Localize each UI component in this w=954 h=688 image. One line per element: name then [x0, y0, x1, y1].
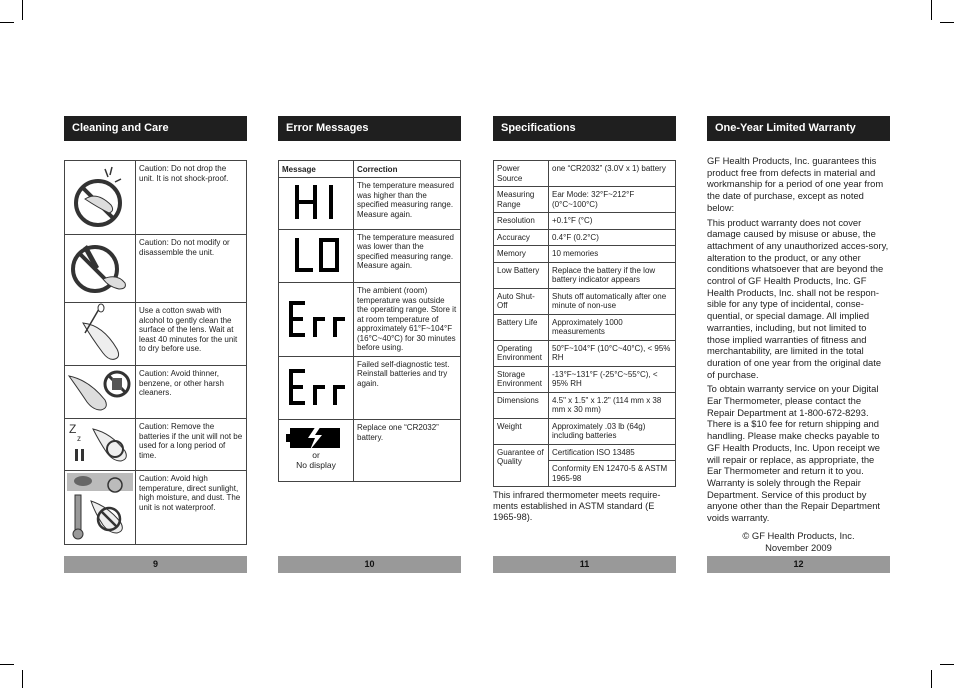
column-header-correction: Correction	[354, 161, 461, 178]
crop-mark	[0, 664, 14, 665]
copyright: © GF Health Products, Inc.	[742, 529, 855, 541]
care-table	[64, 160, 247, 545]
lcd-err-icon	[279, 357, 353, 417]
remove-batteries-icon	[65, 419, 136, 471]
no-display-label: No display	[296, 460, 336, 470]
care-row	[65, 471, 247, 545]
spec-value: 4.5" x 1.5" x 1.2" (114 mm x 38 mm x 30 mm)	[549, 392, 676, 418]
column-header-message: Message	[279, 161, 354, 178]
display-err	[279, 283, 354, 357]
no-harsh-cleaners-icon	[65, 366, 136, 419]
display-lo	[279, 229, 354, 283]
error-table	[278, 160, 461, 482]
svg-text:z: z	[77, 434, 81, 443]
or-label: or	[312, 450, 320, 460]
care-row	[65, 161, 247, 235]
lcd-hi-icon	[279, 178, 353, 226]
spec-value: Replace the battery if the low battery indicator appears	[549, 262, 676, 288]
error-row	[279, 178, 461, 230]
spec-label: Operating Environment	[494, 340, 549, 366]
care-text: Caution: Do not drop the unit. It is not shock-proof.	[136, 161, 247, 235]
error-correction: Failed self-diagnostic test. Reinstall batteries and try again.	[354, 356, 461, 420]
spec-value: 10 memories	[549, 246, 676, 263]
page-number: 11	[493, 556, 676, 573]
spec-label: Storage Environment	[494, 366, 549, 392]
care-row	[65, 235, 247, 303]
page-warranty	[707, 116, 890, 554]
avoid-environment-icon	[65, 471, 136, 545]
crop-mark	[940, 22, 954, 23]
care-text: Caution: Do not modify or disassemble the unit.	[136, 235, 247, 303]
spec-label: Accuracy	[494, 229, 549, 246]
crop-mark	[940, 664, 954, 665]
lcd-lo-icon	[279, 230, 353, 280]
cotton-swab-icon	[65, 303, 136, 366]
spec-value: 0.4°F (0.2°C)	[549, 229, 676, 246]
spec-label: Auto Shut-Off	[494, 288, 549, 314]
crop-mark	[931, 0, 932, 20]
spec-note: This infrared thermometer meets require-ments established in ASTM standard (E 1965-98).	[493, 490, 661, 522]
spec-value: Conformity EN 12470-5 & ASTM 1965-98	[549, 461, 676, 487]
spec-label: Weight	[494, 418, 549, 444]
publish-date: November 2009	[765, 541, 832, 553]
warranty-paragraph: GF Health Products, Inc. guarantees this product free from defects in material and workmanship for a period of one year from the date of purchase, except as noted below:	[707, 155, 884, 213]
care-text: Caution: Avoid thinner, benzene, or other harsh cleaners.	[136, 366, 247, 419]
display-battery	[279, 420, 354, 482]
crop-mark	[22, 670, 23, 688]
spec-value: Approximately .03 lb (64g) including batteries	[549, 418, 676, 444]
drop-prohibited-icon	[65, 161, 136, 235]
care-text: Use a cotton swab with alcohol to gently clean the surface of the lens. Wait at least 40 minutes for the unit to dry before use.	[136, 303, 247, 366]
page-number: 9	[64, 556, 247, 573]
crop-mark	[22, 0, 23, 20]
section-title: One-Year Limited Warranty	[707, 116, 890, 141]
error-row	[279, 420, 461, 482]
spec-value: Certification ISO 13485	[549, 444, 676, 461]
page-cleaning-and-care	[64, 116, 247, 545]
page-number: 12	[707, 556, 890, 573]
spec-value: Shuts off automatically after one minute of non-use	[549, 288, 676, 314]
disassemble-prohibited-icon	[65, 235, 136, 303]
svg-text:Z: Z	[69, 422, 77, 436]
spec-label: Guarantee of Quality	[494, 444, 549, 487]
spec-value: Approximately 1000 measurements	[549, 314, 676, 340]
spec-value: Ear Mode: 32°F~212°F (0°C~100°C)	[549, 187, 676, 213]
spec-value: 50°F~104°F (10°C~40°C), < 95% RH	[549, 340, 676, 366]
care-row	[65, 419, 247, 471]
display-hi	[279, 178, 354, 230]
page-number: 10	[278, 556, 461, 573]
error-row	[279, 229, 461, 283]
spec-label: Power Source	[494, 161, 549, 187]
error-correction: The temperature measured was higher than the specified measuring range. Measure again.	[354, 178, 461, 230]
crop-mark	[0, 22, 14, 23]
spec-label: Low Battery	[494, 262, 549, 288]
warranty-paragraph: This product warranty does not cover damage caused by misuse or abuse, the attachment of any unauthorized acces-sory, alteration to the product, or any other conditions whatsoever that are beyond the control of GF Health Products, Inc. GF Health Products, Inc. shall not be respon-sible for any type of incidental, conse-quential, or special damage. All implied warranties, including, but not limited to those implied warranties of fitness and merchantability, are limited in the total duration of one year from the original date of purchase.	[707, 216, 889, 380]
error-row	[279, 356, 461, 420]
section-title: Error Messages	[278, 116, 461, 141]
care-row	[65, 366, 247, 419]
spec-value: -13°F~131°F (-25°C~55°C), < 95% RH	[549, 366, 676, 392]
spec-label: Resolution	[494, 213, 549, 230]
care-text: Caution: Remove the batteries if the unit will not be used for a long period of time.	[136, 419, 247, 471]
section-title: Cleaning and Care	[64, 116, 247, 141]
error-correction: The temperature measured was lower than the specified measuring range. Measure again.	[354, 229, 461, 283]
crop-mark	[931, 670, 932, 688]
page-error-messages	[278, 116, 461, 482]
spec-label: Memory	[494, 246, 549, 263]
care-text: Caution: Avoid high temperature, direct sunlight, high moisture, and dust. The unit is not waterproof.	[136, 471, 247, 545]
spec-value: one “CR2032” (3.0V x 1) battery	[549, 161, 676, 187]
spec-table	[493, 160, 676, 487]
page-specifications	[493, 116, 676, 523]
spec-label: Dimensions	[494, 392, 549, 418]
error-correction: The ambient (room) temperature was outside the operating range. Store it at room temperature of approximately 61°F~104°F (16°C~40°C) for 30 minutes before using.	[354, 283, 461, 357]
display-err	[279, 356, 354, 420]
care-row	[65, 303, 247, 366]
section-title: Specifications	[493, 116, 676, 141]
error-row	[279, 283, 461, 357]
lcd-err-icon	[279, 283, 353, 353]
error-correction: Replace one “CR2032” battery.	[354, 420, 461, 482]
spec-label: Measuring Range	[494, 187, 549, 213]
low-battery-icon	[286, 424, 346, 450]
spec-value: +0.1°F (°C)	[549, 213, 676, 230]
spec-label: Battery Life	[494, 314, 549, 340]
warranty-paragraph: To obtain warranty service on your Digital Ear Thermometer, please contact the Repair Department at 1-800-672-8293. There is a $10 fee for return shipping and handling. Please make checks payable to GF Health Products, Inc. Upon receipt we will repair or replace, as appropriate, the Ear Thermometer and return it to you. Warranty is solely through the Repair Department. Service of this product by anyone other than the Repair Department voids warranty.	[707, 383, 881, 524]
